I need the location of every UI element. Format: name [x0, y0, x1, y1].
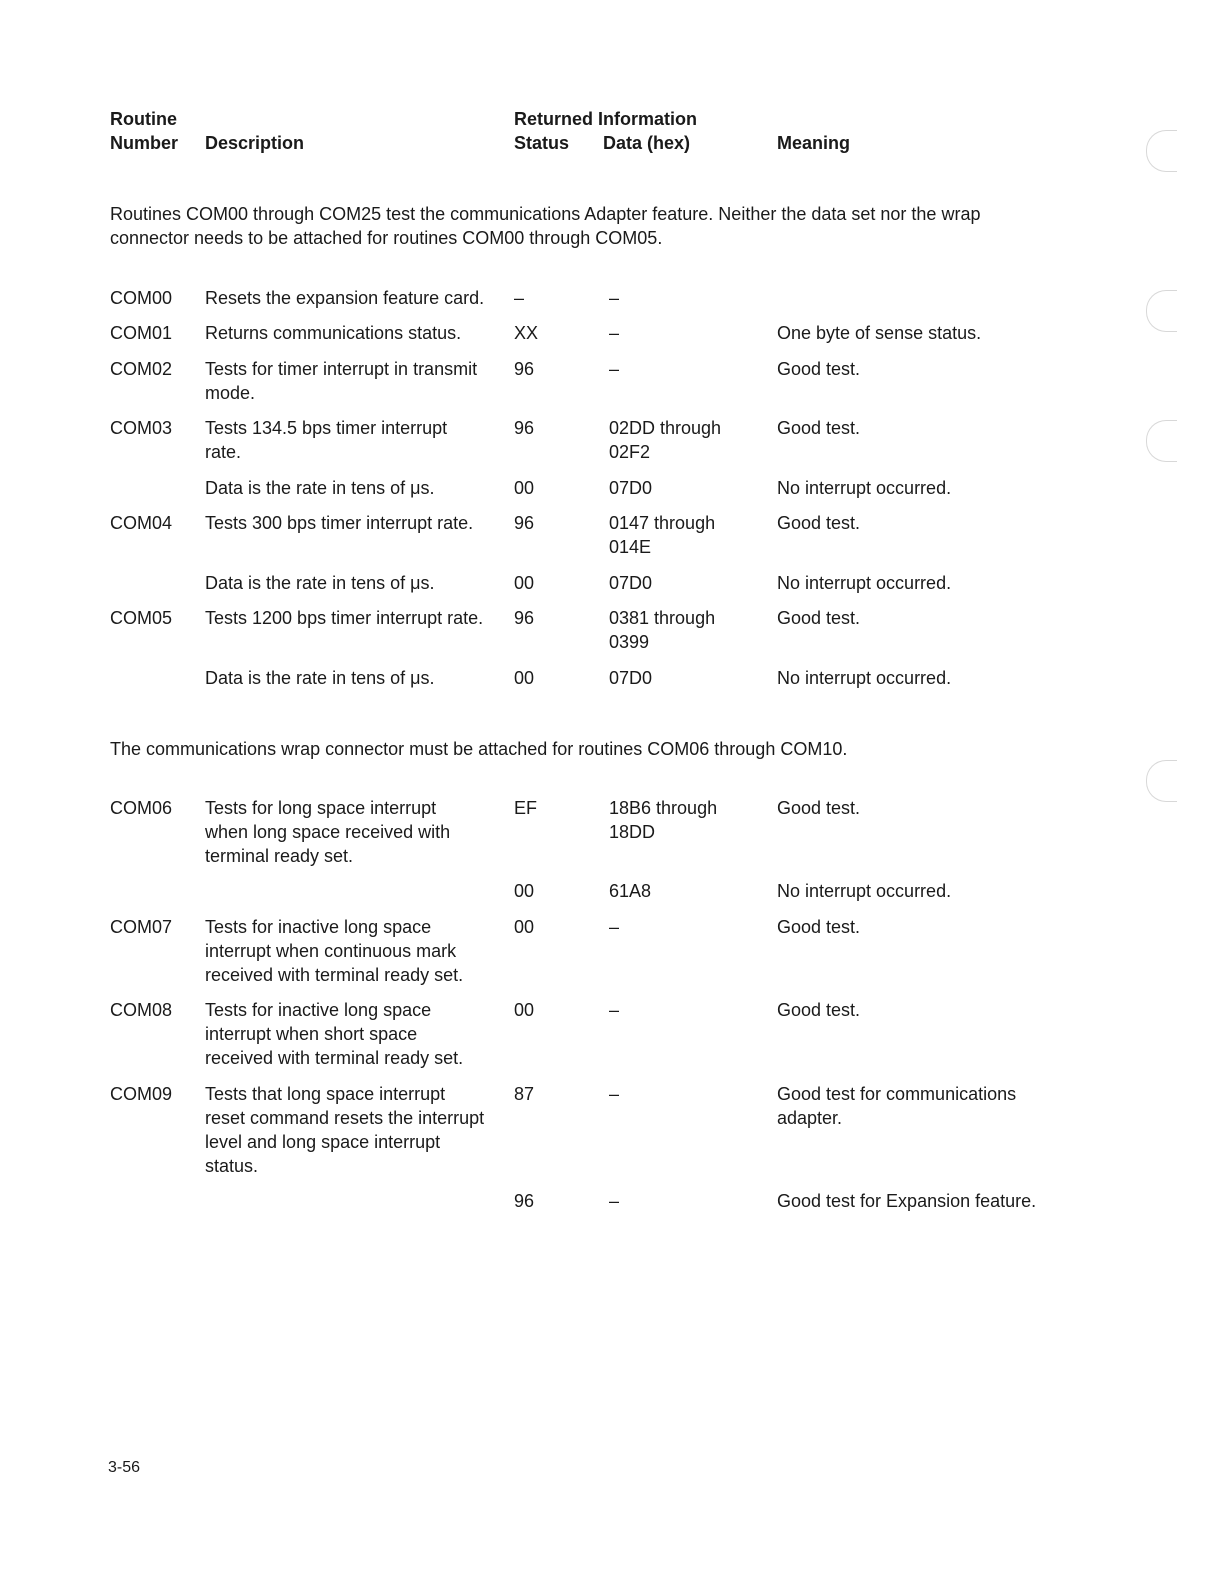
header-status: Status: [514, 133, 570, 153]
routine-description: reset command resets the interrupt: [205, 1108, 485, 1128]
returned-status: 00: [514, 668, 535, 688]
returned-status: 87: [514, 1084, 535, 1104]
routine-description: terminal ready set.: [205, 846, 354, 866]
routine-description: interrupt when short space: [205, 1024, 418, 1044]
routine-description: Tests that long space interrupt: [205, 1084, 446, 1104]
routine-meaning: Good test for communications: [777, 1084, 1017, 1104]
routine-number: COM04: [110, 513, 173, 533]
punch-hole-shadow: [1146, 420, 1177, 462]
routine-description: Tests for inactive long space: [205, 917, 432, 937]
returned-status: 00: [514, 1000, 535, 1020]
returned-data-hex: 18B6 through: [609, 798, 718, 818]
returned-status: XX: [514, 323, 539, 343]
routine-description: rate.: [205, 442, 242, 462]
returned-data-hex: –: [609, 917, 620, 937]
routine-number: COM00: [110, 288, 173, 308]
routine-meaning: Good test.: [777, 608, 861, 628]
routine-number: COM01: [110, 323, 173, 343]
routine-description: received with terminal ready set.: [205, 965, 464, 985]
routine-number: COM09: [110, 1084, 173, 1104]
returned-data-hex: 02DD through: [609, 418, 722, 438]
returned-data-hex: 18DD: [609, 822, 656, 842]
returned-status: 00: [514, 881, 535, 901]
routine-meaning: Good test.: [777, 1000, 861, 1020]
routine-description: when long space received with: [205, 822, 451, 842]
routine-description: Returns communications status.: [205, 323, 462, 343]
routine-number: COM07: [110, 917, 173, 937]
routine-meaning: adapter.: [777, 1108, 843, 1128]
returned-status: 96: [514, 1191, 535, 1211]
punch-hole-shadow: [1146, 130, 1177, 172]
header-returned-information: Returned Information: [514, 109, 697, 129]
returned-data-hex: 0381 through: [609, 608, 716, 628]
returned-data-hex: 0147 through: [609, 513, 716, 533]
returned-status: 00: [514, 478, 535, 498]
routine-description: Tests for timer interrupt in transmit: [205, 359, 478, 379]
returned-data-hex: 07D0: [609, 478, 653, 498]
returned-status: 96: [514, 513, 535, 533]
header-meaning: Meaning: [777, 133, 851, 153]
intro-paragraph-line: connector needs to be attached for routines COM00 through COM05.: [110, 228, 663, 248]
returned-status: 96: [514, 418, 535, 438]
routine-description: received with terminal ready set.: [205, 1048, 464, 1068]
returned-data-hex: 0399: [609, 632, 650, 652]
routine-description: Tests for inactive long space: [205, 1000, 432, 1020]
routine-meaning: Good test.: [777, 513, 861, 533]
routine-meaning: Good test.: [777, 359, 861, 379]
header-routine: Routine: [110, 109, 177, 129]
returned-status: 96: [514, 608, 535, 628]
routine-meaning: No interrupt occurred.: [777, 881, 952, 901]
returned-data-hex: –: [609, 1084, 620, 1104]
routine-description: status.: [205, 1156, 259, 1176]
routine-description: mode.: [205, 383, 256, 403]
routine-meaning: Good test.: [777, 418, 861, 438]
routine-description: Resets the expansion feature card.: [205, 288, 485, 308]
routine-number: COM05: [110, 608, 173, 628]
intro-paragraph-line: Routines COM00 through COM25 test the communications Adapter feature. Neither the data set nor the wrap: [110, 204, 981, 224]
returned-data-hex: 07D0: [609, 668, 653, 688]
routine-description: Tests 1200 bps timer interrupt rate.: [205, 608, 484, 628]
routine-description: level and long space interrupt: [205, 1132, 441, 1152]
returned-status: EF: [514, 798, 538, 818]
routine-meaning: No interrupt occurred.: [777, 478, 952, 498]
returned-data-hex: –: [609, 359, 620, 379]
routine-number: COM06: [110, 798, 173, 818]
page-number: 3-56: [108, 1459, 141, 1476]
returned-data-hex: 02F2: [609, 442, 651, 462]
routine-meaning: Good test.: [777, 917, 861, 937]
routine-number: COM08: [110, 1000, 173, 1020]
routine-description: interrupt when continuous mark: [205, 941, 457, 961]
punch-hole-shadow: [1146, 290, 1177, 332]
routine-description: Data is the rate in tens of μs.: [205, 573, 435, 593]
routine-meaning: Good test.: [777, 798, 861, 818]
routine-meaning: One byte of sense status.: [777, 323, 982, 343]
returned-status: 00: [514, 573, 535, 593]
routine-number: COM02: [110, 359, 173, 379]
routine-number: COM03: [110, 418, 173, 438]
routine-meaning: No interrupt occurred.: [777, 668, 952, 688]
returned-data-hex: –: [609, 1000, 620, 1020]
wrap-connector-note: The communications wrap connector must be attached for routines COM06 through COM10.: [110, 739, 848, 759]
routine-meaning: No interrupt occurred.: [777, 573, 952, 593]
returned-data-hex: 61A8: [609, 881, 652, 901]
routine-description: Tests 134.5 bps timer interrupt: [205, 418, 448, 438]
routine-description: Data is the rate in tens of μs.: [205, 478, 435, 498]
returned-data-hex: 014E: [609, 537, 652, 557]
returned-status: 96: [514, 359, 535, 379]
routine-description: Tests for long space interrupt: [205, 798, 437, 818]
header-description: Description: [205, 133, 305, 153]
routine-description: Tests 300 bps timer interrupt rate.: [205, 513, 474, 533]
returned-status: –: [514, 288, 525, 308]
returned-data-hex: 07D0: [609, 573, 653, 593]
punch-hole-shadow: [1146, 760, 1177, 802]
header-data-hex: Data (hex): [603, 133, 691, 153]
returned-data-hex: –: [609, 1191, 620, 1211]
routine-description: Data is the rate in tens of μs.: [205, 668, 435, 688]
returned-status: 00: [514, 917, 535, 937]
returned-data-hex: –: [609, 323, 620, 343]
returned-data-hex: –: [609, 288, 620, 308]
header-number: Number: [110, 133, 179, 153]
routine-meaning: Good test for Expansion feature.: [777, 1191, 1037, 1211]
